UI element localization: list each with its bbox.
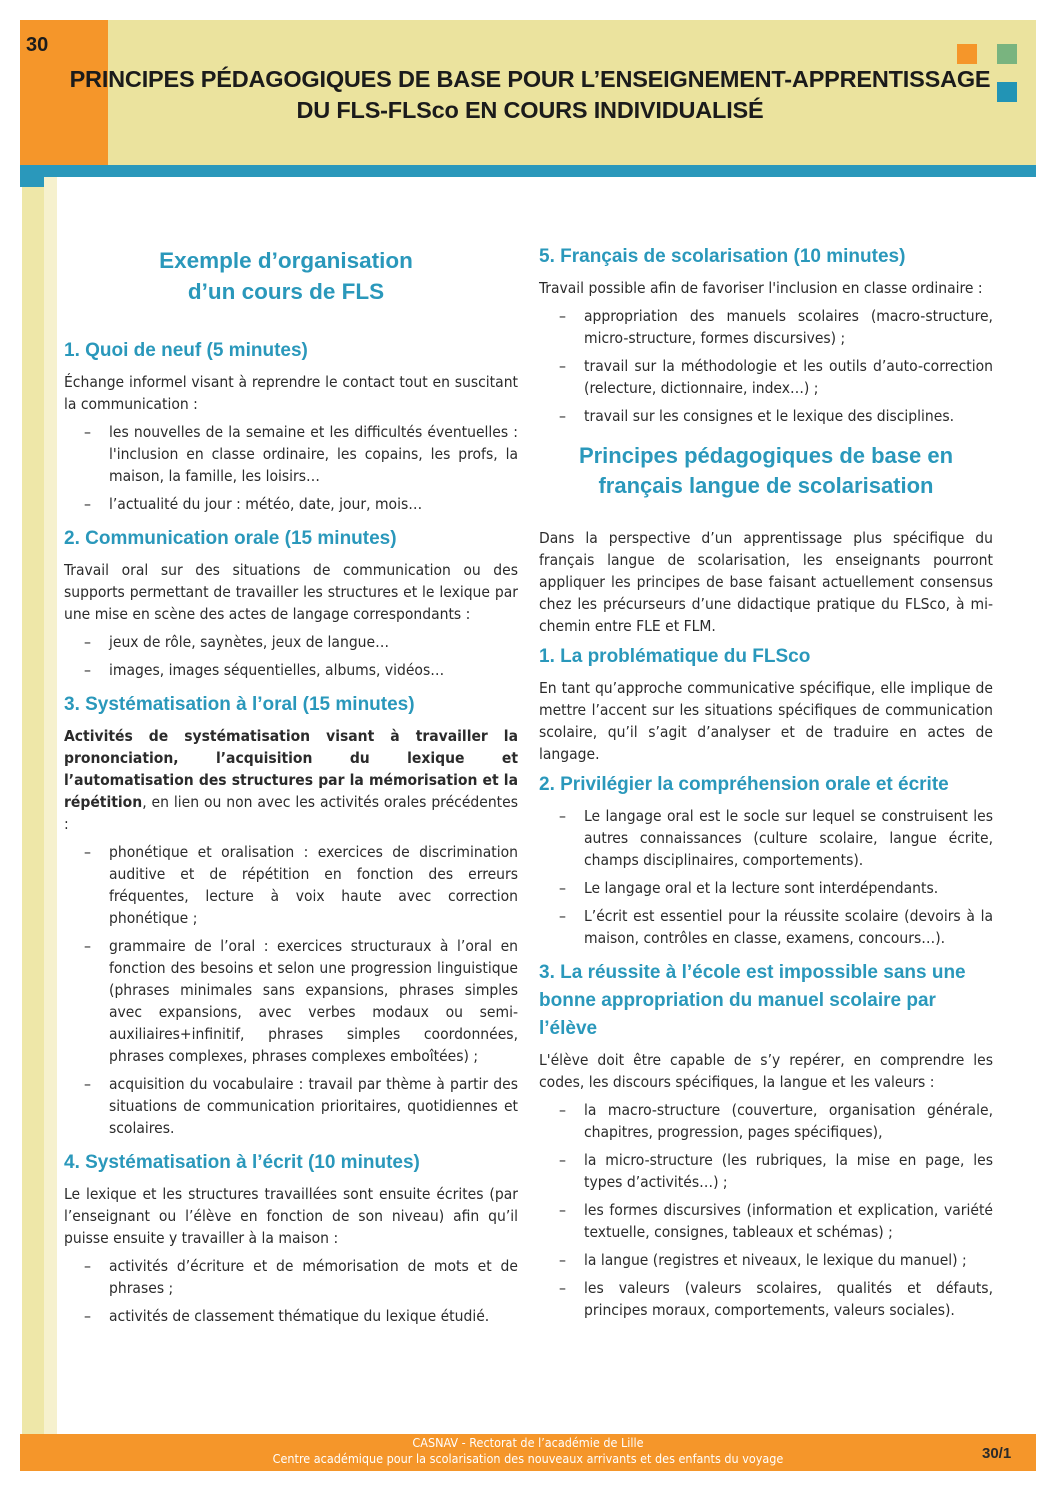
footer-text (20, 1435, 1036, 1467)
list-item: – la micro-structure (les rubriques, la mise en page, les types d’activités…) ; (539, 1149, 993, 1193)
bullet-list (539, 805, 993, 949)
page-title (60, 64, 1000, 126)
list-item: – images, images séquentielles, albums, vidéos… (64, 659, 518, 681)
paragraph: Dans la perspective d’un apprentissage plus spécifique du français langue de scolarisation, les enseignants pourront appliquer les principes de base faisant actuellement consensus chez les précurseurs d’une didactique pratique du FLSco, à mi-chemin entre FLE et FLM. (539, 529, 993, 635)
bullet-list (64, 421, 518, 515)
paragraph: Travail oral sur des situations de communication ou des supports permettant de travailler les structures et le lexique par une mise en scène des actes de langage correspondants : (64, 561, 518, 623)
heading-reussite: 3. La réussite à l’école est impossible sans une bonne appropriation du manuel scolaire par l’élève (539, 962, 966, 1039)
list-item: – L’écrit est essentiel pour la réussite scolaire (devoirs à la maison, contrôles en classe, examens, concours…). (539, 905, 993, 949)
bullet-list (64, 1255, 518, 1327)
heading-systematisation-ecrit: 4. Systématisation à l’écrit (10 minutes) (64, 1152, 420, 1173)
list-item: – travail sur la méthodologie et les outils d’auto-correction (relecture, dictionnaire, index…) ; (539, 355, 993, 399)
header-divider (20, 165, 1036, 177)
bullet-list (64, 841, 518, 1139)
divider-stub (20, 177, 44, 187)
list-item: – la langue (registres et niveaux, le lexique du manuel) ; (539, 1249, 993, 1271)
paragraph: Échange informel visant à reprendre le contact tout en suscitant la communication : (64, 373, 518, 413)
list-item: – les formes discursives (information et explication, variété textuelle, consignes, tableaux et schémas) ; (539, 1199, 993, 1243)
list-item: – phonétique et oralisation : exercices de discrimination auditive et de répétition en fonction des erreurs fréquentes, lecture à voix haute avec correction phonétique ; (64, 841, 518, 929)
list-item: – appropriation des manuels scolaires (macro-structure, micro-structure, formes discursives) ; (539, 305, 993, 349)
list-item: – les nouvelles de la semaine et les difficultés éventuelles : l'inclusion en classe ordinaire, les copains, les profs, la maison, la famille, les loisirs… (64, 421, 518, 487)
principes-title-line1: Principes pédagogiques de base en (578, 443, 954, 468)
list-item: – acquisition du vocabulaire : travail par thème à partir des situations de communication prioritaires, quotidiennes et scolaires. (64, 1073, 518, 1139)
list-item: – la macro-structure (couverture, organisation générale, chapitres, progression, pages spécifiques), (539, 1099, 993, 1143)
page-title-line1: PRINCIPES PÉDAGOGIQUES DE BASE POUR L’ENSEIGNEMENT-APPRENTISSAGE (69, 66, 991, 92)
heading-systematisation-oral: 3. Systématisation à l’oral (15 minutes) (64, 694, 415, 715)
bullet-list (64, 631, 518, 681)
section-main-title (54, 245, 518, 307)
blue-square-decoration (997, 82, 1017, 102)
footer-line1: CASNAV - Rectorat de l’académie de Lille (412, 1435, 644, 1450)
left-margin-strip-light (44, 177, 57, 1434)
heading-quoi-de-neuf: 1. Quoi de neuf (5 minutes) (64, 340, 308, 361)
list-item: – activités d’écriture et de mémorisation de mots et de phrases ; (64, 1255, 518, 1299)
main-title-line2: d’un cours de FLS (187, 279, 385, 304)
list-item: – grammaire de l’oral : exercices structuraux à l’oral en fonction des besoins et selon une progression linguistique (phrases minimales sans expansions, phrases simples avec expansions, avec verbes modaux ou semi-auxiliaires+infinitif, phrases simples coordonnées, phrases complexes, phrases complexes emboîtées) ; (64, 935, 518, 1067)
main-title-line1: Exemple d’organisation (159, 248, 413, 273)
paragraph: Le lexique et les structures travaillées sont ensuite écrites (par l’enseignant ou l’élève en fonction de son niveau) afin qu’il puisse ensuite y travailler à la maison : (64, 1185, 518, 1247)
page-number: 30 (26, 34, 49, 56)
left-margin-strip (22, 187, 44, 1434)
principes-title-line2: français langue de scolarisation (598, 473, 934, 498)
heading-francais-scolarisation: 5. Français de scolarisation (10 minutes) (539, 246, 906, 267)
paragraph (64, 725, 518, 835)
heading-problematique: 1. La problématique du FLSco (539, 646, 811, 667)
paragraph: L'élève doit être capable de s’y repérer, en comprendre les codes, les discours spécifiques, la langue et les valeurs : (539, 1051, 993, 1091)
left-column (64, 243, 518, 1337)
list-item: – travail sur les consignes et le lexique des disciplines. (539, 405, 993, 427)
list-item: – activités de classement thématique du lexique étudié. (64, 1305, 518, 1327)
list-item: – jeux de rôle, saynètes, jeux de langue… (64, 631, 518, 653)
footer-line2: Centre académique pour la scolarisation des nouveaux arrivants et des enfants du voyage (272, 1451, 784, 1466)
principes-title (539, 441, 993, 501)
list-item: – les valeurs (valeurs scolaires, qualités et défauts, principes moraux, comportements, valeurs sociales). (539, 1277, 993, 1321)
list-item: – Le langage oral et la lecture sont interdépendants. (539, 877, 993, 899)
green-square-decoration (997, 44, 1017, 64)
paragraph: Travail possible afin de favoriser l'inclusion en classe ordinaire : (539, 279, 983, 297)
paragraph: En tant qu’approche communicative spécifique, elle implique de mettre l’accent sur les situations spécifiques de communication scolaire, qu’il s’agit d’analyser et de traduire en actes de langage. (539, 679, 993, 763)
bold-text: Activités de systématisation visant à travailler la prononciation, l’acquisition du lexique et l’automatisation des structures par la mémorisation et la répétition (64, 727, 518, 811)
text: , en lien ou non avec les activités orales précédentes : (64, 793, 518, 833)
list-item: – Le langage oral est le socle sur lequel se construisent les autres connaissances (culture scolaire, langue écrite, champs disciplinaires, comportements). (539, 805, 993, 871)
heading-comprehension: 2. Privilégier la compréhension orale et écrite (539, 774, 949, 795)
list-item: – l’actualité du jour : météo, date, jour, mois… (64, 493, 518, 515)
right-column (539, 243, 993, 1331)
heading-communication-orale: 2. Communication orale (15 minutes) (64, 528, 397, 549)
page-title-line2: DU FLS-FLSco EN COURS INDIVIDUALISÉ (296, 97, 764, 123)
orange-square-decoration (957, 44, 977, 64)
footer-page-number: 30/1 (982, 1445, 1012, 1462)
bullet-list (539, 305, 993, 427)
footer (20, 1434, 1036, 1471)
bullet-list (539, 1099, 993, 1321)
